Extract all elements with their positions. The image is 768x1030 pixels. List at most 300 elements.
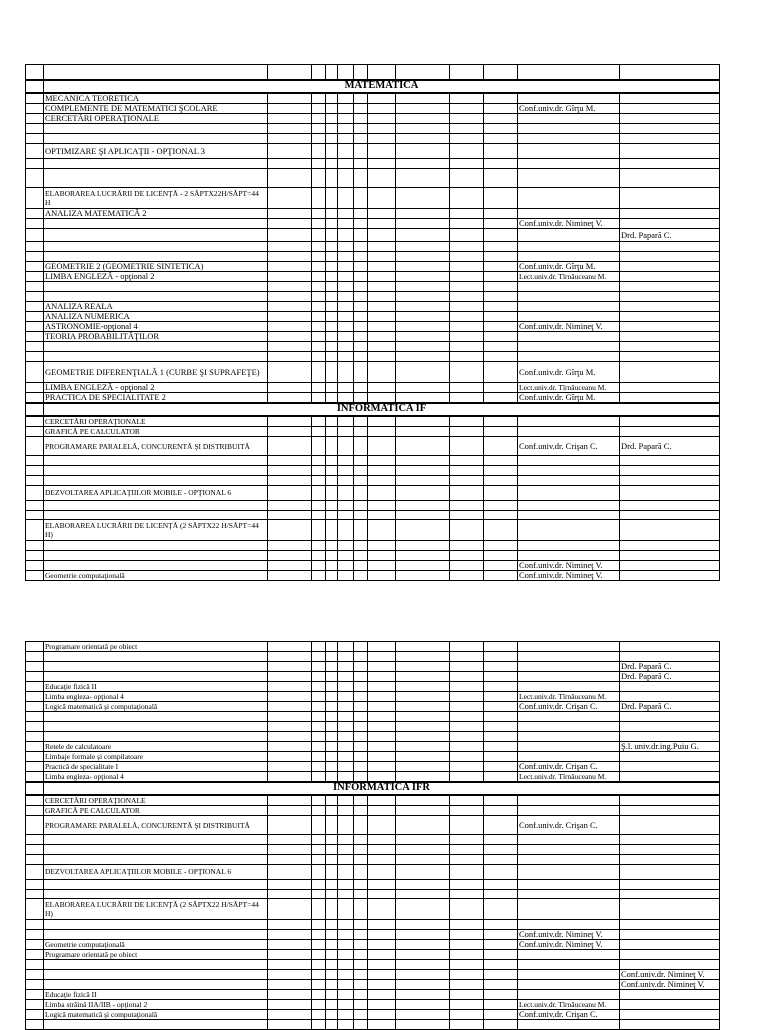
table-cell <box>450 899 484 920</box>
table-row <box>26 1010 720 1020</box>
table-cell <box>338 672 354 682</box>
table-cell <box>396 486 450 501</box>
table-row <box>26 501 720 511</box>
subject-cell: Programare orientată pe obiect <box>44 950 268 960</box>
table-cell <box>26 262 44 272</box>
table-cell <box>354 816 368 835</box>
table-cell <box>268 960 312 970</box>
subject-cell <box>44 169 268 188</box>
table-cell <box>326 880 338 890</box>
table-cell <box>484 511 518 520</box>
table-row <box>26 352 720 362</box>
table-cell <box>396 950 450 960</box>
table-cell <box>484 393 518 404</box>
table-cell <box>26 209 44 219</box>
table-cell <box>396 890 450 899</box>
table-cell <box>450 990 484 1000</box>
table-cell <box>326 920 338 930</box>
table-cell <box>354 104 368 114</box>
table-cell <box>484 302 518 312</box>
table-cell <box>396 501 450 511</box>
table-cell <box>312 990 326 1000</box>
table-cell <box>268 322 312 332</box>
table-cell <box>26 104 44 114</box>
section-header-row <box>26 80 720 93</box>
table-cell <box>26 930 44 940</box>
table-cell <box>354 795 368 806</box>
table-cell <box>268 342 312 352</box>
table-cell <box>396 702 450 712</box>
table-cell <box>450 712 484 722</box>
table-cell <box>354 65 368 81</box>
teacher-cell <box>518 169 620 188</box>
teacher-cell <box>518 352 620 362</box>
table-cell <box>338 960 354 970</box>
teacher-secondary-cell <box>620 169 720 188</box>
table-cell <box>312 114 326 124</box>
table-cell <box>326 1020 338 1030</box>
table-cell <box>268 762 312 772</box>
table-cell <box>26 342 44 352</box>
table-cell <box>338 416 354 427</box>
teacher-cell <box>518 806 620 816</box>
table-cell <box>450 702 484 712</box>
teacher-secondary-cell <box>620 114 720 124</box>
teacher-secondary-cell <box>620 1020 720 1030</box>
table-cell <box>368 899 396 920</box>
section-header-row <box>26 403 720 416</box>
table-cell <box>26 732 44 742</box>
table-cell <box>326 702 338 712</box>
table-cell <box>354 865 368 880</box>
table-cell <box>354 124 368 134</box>
teacher-secondary-cell <box>620 692 720 702</box>
teacher-secondary-cell <box>620 865 720 880</box>
table-cell <box>326 501 338 511</box>
section-title: INFORMATICA IFR <box>44 782 720 795</box>
table-cell <box>326 960 338 970</box>
table-cell <box>338 252 354 262</box>
table-cell <box>312 312 326 322</box>
table-cell <box>268 880 312 890</box>
table-cell <box>268 845 312 855</box>
table-cell <box>26 752 44 762</box>
table-cell <box>338 302 354 312</box>
table-row <box>26 282 720 292</box>
teacher-cell: Conf.univ.dr. Crişan C. <box>518 437 620 456</box>
subject-cell <box>44 242 268 252</box>
table-row <box>26 292 720 302</box>
table-cell <box>396 209 450 219</box>
table-cell <box>368 272 396 282</box>
table-row <box>26 835 720 845</box>
table-cell <box>368 93 396 104</box>
table-cell <box>312 332 326 342</box>
table-cell <box>268 229 312 242</box>
table-cell <box>368 845 396 855</box>
table-row <box>26 672 720 682</box>
table-cell <box>338 722 354 732</box>
table-cell <box>326 980 338 990</box>
teacher-cell <box>518 1020 620 1030</box>
table-cell <box>354 806 368 816</box>
table-cell <box>354 352 368 362</box>
subject-cell: Geometrie computaţională <box>44 940 268 950</box>
table-cell <box>312 561 326 571</box>
subject-cell: Practică de specialitate I <box>44 762 268 772</box>
table-cell <box>354 980 368 990</box>
teacher-secondary-cell <box>620 880 720 890</box>
table-cell <box>354 662 368 672</box>
table-cell <box>268 114 312 124</box>
subject-cell <box>44 890 268 899</box>
table-cell <box>26 476 44 486</box>
table-cell <box>396 806 450 816</box>
teacher-secondary-cell <box>620 752 720 762</box>
table-cell <box>354 393 368 404</box>
table-cell <box>396 456 450 466</box>
teacher-secondary-cell: Drd. Papară C. <box>620 672 720 682</box>
table-cell <box>26 427 44 437</box>
table-cell <box>484 702 518 712</box>
table-cell <box>450 795 484 806</box>
table-cell <box>396 437 450 456</box>
table-cell <box>312 427 326 437</box>
subject-cell: TEORIA PROBABILITĂŢILOR <box>44 332 268 342</box>
table-row <box>26 970 720 980</box>
table-cell <box>354 1000 368 1010</box>
table-cell <box>268 722 312 732</box>
table-cell <box>396 682 450 692</box>
table-cell <box>354 890 368 899</box>
teacher-secondary-cell <box>620 209 720 219</box>
table-cell <box>338 762 354 772</box>
table-cell <box>268 93 312 104</box>
subject-cell <box>44 219 268 229</box>
table-cell <box>396 393 450 404</box>
table-cell <box>326 332 338 342</box>
table-cell <box>26 282 44 292</box>
table-cell <box>268 772 312 783</box>
table-row <box>26 762 720 772</box>
teacher-secondary-cell <box>620 899 720 920</box>
table-cell <box>312 159 326 169</box>
table-cell <box>368 114 396 124</box>
table-cell <box>484 159 518 169</box>
table-cell <box>268 940 312 950</box>
table-cell <box>450 169 484 188</box>
subject-cell <box>44 342 268 352</box>
subject-cell: Geometrie computaţională <box>44 571 268 581</box>
table-cell <box>312 342 326 352</box>
table-cell <box>450 732 484 742</box>
table-row <box>26 262 720 272</box>
table-cell <box>268 795 312 806</box>
teacher-secondary-cell <box>620 920 720 930</box>
table-cell <box>338 501 354 511</box>
table-cell <box>268 511 312 520</box>
teacher-cell <box>518 456 620 466</box>
table-cell <box>484 855 518 865</box>
table-cell <box>484 806 518 816</box>
table-cell <box>338 940 354 950</box>
table-cell <box>450 816 484 835</box>
table-cell <box>26 672 44 682</box>
table-cell <box>26 682 44 692</box>
table-cell <box>354 466 368 476</box>
table-row <box>26 712 720 722</box>
table-cell <box>312 144 326 159</box>
table-cell <box>26 393 44 404</box>
table-cell <box>26 541 44 551</box>
table-cell <box>450 437 484 456</box>
table-cell <box>326 511 338 520</box>
table-cell <box>26 990 44 1000</box>
table-cell <box>26 652 44 662</box>
table-cell <box>396 332 450 342</box>
table-cell <box>450 114 484 124</box>
table-cell <box>484 652 518 662</box>
table-cell <box>338 342 354 352</box>
table-cell <box>26 855 44 865</box>
table-cell <box>396 272 450 282</box>
table-cell <box>354 1020 368 1030</box>
table-row <box>26 742 720 752</box>
table-cell <box>326 890 338 899</box>
table-cell <box>312 93 326 104</box>
table-cell <box>484 352 518 362</box>
teacher-cell <box>518 899 620 920</box>
table-cell <box>338 393 354 404</box>
subject-cell <box>44 970 268 980</box>
table-cell <box>450 342 484 352</box>
table-cell <box>396 672 450 682</box>
table-cell <box>268 950 312 960</box>
table-cell <box>368 662 396 672</box>
teacher-secondary-cell <box>620 551 720 561</box>
table-cell <box>326 292 338 302</box>
table-cell <box>338 845 354 855</box>
table-cell <box>268 466 312 476</box>
table-cell <box>396 960 450 970</box>
table-cell <box>326 722 338 732</box>
table-cell <box>368 980 396 990</box>
table-cell <box>450 920 484 930</box>
table-cell <box>338 865 354 880</box>
table-cell <box>354 930 368 940</box>
table-cell <box>484 960 518 970</box>
table-cell <box>26 795 44 806</box>
table-cell <box>338 920 354 930</box>
table-cell <box>368 816 396 835</box>
table-cell <box>396 159 450 169</box>
table-cell <box>450 282 484 292</box>
table-cell <box>326 950 338 960</box>
subject-cell: ANALIZA MATEMATICĂ 2 <box>44 209 268 219</box>
table-cell <box>312 806 326 816</box>
table-cell <box>26 980 44 990</box>
table-cell <box>354 990 368 1000</box>
table-cell <box>368 642 396 652</box>
table-cell <box>26 806 44 816</box>
table-row <box>26 159 720 169</box>
table-cell <box>26 322 44 332</box>
table-row <box>26 930 720 940</box>
table-cell <box>26 692 44 702</box>
table-cell <box>368 561 396 571</box>
table-cell <box>312 1010 326 1020</box>
table-cell <box>354 551 368 561</box>
table-cell <box>396 571 450 581</box>
table-cell <box>326 855 338 865</box>
table-cell <box>484 242 518 252</box>
table-cell <box>26 159 44 169</box>
table-row <box>26 476 720 486</box>
table-cell <box>450 393 484 404</box>
teacher-cell <box>518 511 620 520</box>
table-cell <box>396 242 450 252</box>
teacher-cell <box>518 920 620 930</box>
table-cell <box>368 282 396 292</box>
table-cell <box>312 124 326 134</box>
table-cell <box>312 65 326 81</box>
table-cell <box>326 219 338 229</box>
table-cell <box>368 990 396 1000</box>
table-cell <box>268 702 312 712</box>
teacher-cell <box>518 652 620 662</box>
teacher-cell <box>518 742 620 752</box>
table-cell <box>396 835 450 845</box>
subject-cell: ELABORAREA LUCRĂRII DE LICENŢĂ (2 SĂPTX22 H/SĂPT=44 H) <box>44 899 268 920</box>
teacher-cell <box>518 466 620 476</box>
table-cell <box>312 188 326 209</box>
table-cell <box>338 742 354 752</box>
subject-cell <box>44 511 268 520</box>
teacher-cell <box>518 292 620 302</box>
subject-cell: Limba engleza- opţional 4 <box>44 772 268 783</box>
table-cell <box>396 795 450 806</box>
subject-cell <box>44 845 268 855</box>
table-cell <box>338 466 354 476</box>
table-cell <box>26 312 44 322</box>
table-cell <box>312 383 326 393</box>
table-cell <box>354 940 368 950</box>
table-cell <box>268 1000 312 1010</box>
table-row <box>26 980 720 990</box>
table-row <box>26 332 720 342</box>
table-cell <box>268 104 312 114</box>
table-cell <box>396 652 450 662</box>
table-cell <box>396 466 450 476</box>
teacher-secondary-cell <box>620 855 720 865</box>
table-cell <box>326 114 338 124</box>
table-row <box>26 124 720 134</box>
table-cell <box>354 219 368 229</box>
table-cell <box>368 134 396 144</box>
teacher-cell <box>518 890 620 899</box>
table-cell <box>338 65 354 81</box>
table-row <box>26 219 720 229</box>
subject-cell: OPTIMIZARE ŞI APLICAŢII - OPŢIONAL 3 <box>44 144 268 159</box>
table-cell <box>26 169 44 188</box>
table-cell <box>326 456 338 466</box>
table-cell <box>312 322 326 332</box>
table-row <box>26 93 720 104</box>
table-cell <box>312 282 326 292</box>
table-cell <box>312 541 326 551</box>
table-cell <box>484 456 518 466</box>
table-row <box>26 466 720 476</box>
table-cell <box>354 114 368 124</box>
teacher-cell: Conf.univ.dr. Nimineţ V. <box>518 571 620 581</box>
table-cell <box>338 272 354 282</box>
teacher-cell <box>518 65 620 81</box>
table-cell <box>326 383 338 393</box>
table-row <box>26 806 720 816</box>
table-cell <box>368 835 396 845</box>
table-cell <box>396 662 450 672</box>
table-cell <box>268 1010 312 1020</box>
table-cell <box>368 551 396 561</box>
table-cell <box>312 229 326 242</box>
table-cell <box>368 672 396 682</box>
table-cell <box>312 845 326 855</box>
table-cell <box>368 652 396 662</box>
table-row <box>26 302 720 312</box>
teacher-cell: Conf.univ.dr. Gîrţu M. <box>518 362 620 383</box>
table-cell <box>312 960 326 970</box>
table-cell <box>326 262 338 272</box>
table-cell <box>450 362 484 383</box>
table-cell <box>484 672 518 682</box>
table-cell <box>484 692 518 702</box>
table-cell <box>354 252 368 262</box>
teacher-cell <box>518 732 620 742</box>
table-cell <box>354 159 368 169</box>
teacher-cell <box>518 880 620 890</box>
table-cell <box>268 312 312 322</box>
teacher-cell: Conf.univ.dr. Nimineţ V. <box>518 219 620 229</box>
table-cell <box>484 732 518 742</box>
table-cell <box>268 541 312 551</box>
table-row <box>26 188 720 209</box>
table-cell <box>354 855 368 865</box>
teacher-secondary-cell: Drd. Papară C. <box>620 229 720 242</box>
table-cell <box>396 865 450 880</box>
table-cell <box>26 551 44 561</box>
table-cell <box>326 692 338 702</box>
teacher-secondary-cell <box>620 772 720 783</box>
table-cell <box>450 762 484 772</box>
table-cell <box>450 742 484 752</box>
table-cell <box>26 742 44 752</box>
table-cell <box>312 511 326 520</box>
table-cell <box>338 144 354 159</box>
subject-cell <box>44 880 268 890</box>
table-cell <box>354 229 368 242</box>
table-cell <box>326 134 338 144</box>
teacher-secondary-cell <box>620 104 720 114</box>
table-cell <box>312 672 326 682</box>
teacher-secondary-cell <box>620 762 720 772</box>
subject-cell <box>44 476 268 486</box>
table-cell <box>368 520 396 541</box>
subject-cell <box>44 292 268 302</box>
table-cell <box>354 642 368 652</box>
table-row <box>26 229 720 242</box>
table-cell <box>484 501 518 511</box>
teacher-secondary-cell <box>620 134 720 144</box>
